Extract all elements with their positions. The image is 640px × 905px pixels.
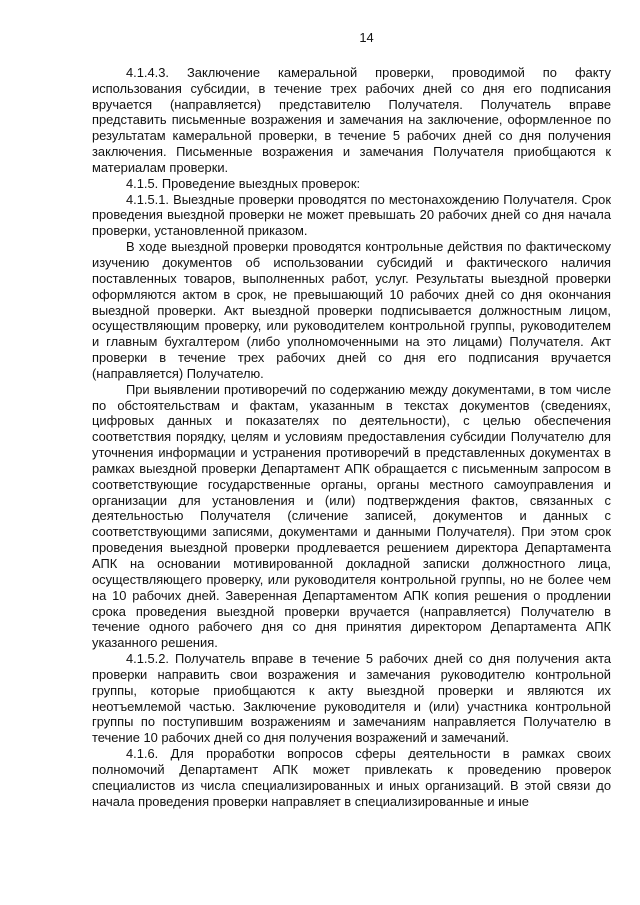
paragraph-contradictions: При выявлении противоречий по содержанию между документами, в том числе по обстоятельствам и фактам, указанным в текстах документов (сведениях, цифровых данных и показателях по деятельности), с целью обеспечения соответствия порядку, целям и условиям предоставления субсидии Получателю для уточнения информации и устранения противоречий в представленных документах в рамках выездной проверки Департамент АПК обращается с письменным запросом в соответствующие государственные органы, органы местного самоуправления и организации для установления и (или) подтверждения фактов, связанных с деятельностью Получателя (сличение записей, документов и данных с соответствующими записями, документами и данными Получателя). При этом срок проведения выездной проверки продлевается решением директора Департамента АПК на основании мотивированной докладной записки должностного лица, осуществляющего проверку, или руководителя контрольной группы, но не более чем на 10 рабочих дней. Заверенная Департаментом АПК копия решения о продлении срока проведения выездной проверки вручается (направляется) Получателю в течение одного рабочего дня со дня принятия директором Департамента АПК указанного решения. [92, 381, 611, 651]
paragraph-4-1-5-1: 4.1.5.1. Выездные проверки проводятся по местонахождению Получателя. Срок проведения выездной проверки не может превышать 20 рабочих дней со дня начала проверки, установленной приказом. [92, 191, 611, 239]
page-number: 14 [359, 30, 374, 45]
paragraph-4-1-5-2: 4.1.5.2. Получатель вправе в течение 5 рабочих дней со дня получения акта проверки направить свои возражения и замечания руководителю контрольной группы, которые приобщаются к акту выездной проверки и являются их неотъемлемой частью. Заключение руководителя и (или) участника контрольной группы по поступившим возражениям и замечаниям направляется Получателю в течение 10 рабочих дней со дня получения возражений и замечаний. [92, 651, 611, 746]
paragraph-4-1-6: 4.1.6. Для проработки вопросов сферы деятельности в рамках своих полномочий Департамент АПК может привлекать к проведению проверок специалистов из числа специализированных и иных организаций. В этой связи до начала проведения проверки направляет в специализированные и иные [92, 746, 611, 809]
paragraph-4-1-4-3: 4.1.4.3. Заключение камеральной проверки, проводимой по факту использования субсидии, в течение трех рабочих дней со дня его подписания вручается (направляется) представителю Получателя. Получатель вправе представить письменные возражения и замечания на заключение, оформленное по результатам камеральной проверки, в течение 5 рабочих дней со дня получения заключения. Письменные возражения и замечания Получателя приобщаются к материалам проверки. [92, 64, 611, 175]
paragraph-4-1-5: 4.1.5. Проведение выездных проверок: [126, 175, 361, 191]
paragraph-field-check-actions: В ходе выездной проверки проводятся контрольные действия по фактическому изучению документов об использовании субсидий и фактического наличия поставленных товаров, выполненных работ, услуг. Результаты выездной проверки оформляются актом в срок, не превышающий 10 рабочих дней со дня окончания выездной проверки. Акт выездной проверки подписывается должностным лицом, осуществляющим проверку, или руководителем контрольной группы, руководителем и главным бухгалтером (либо уполномоченными на это лицами) Получателя. Акт проверки в течение трех рабочих дней со дня его подписания вручается (направляется) Получателю. [92, 239, 611, 381]
